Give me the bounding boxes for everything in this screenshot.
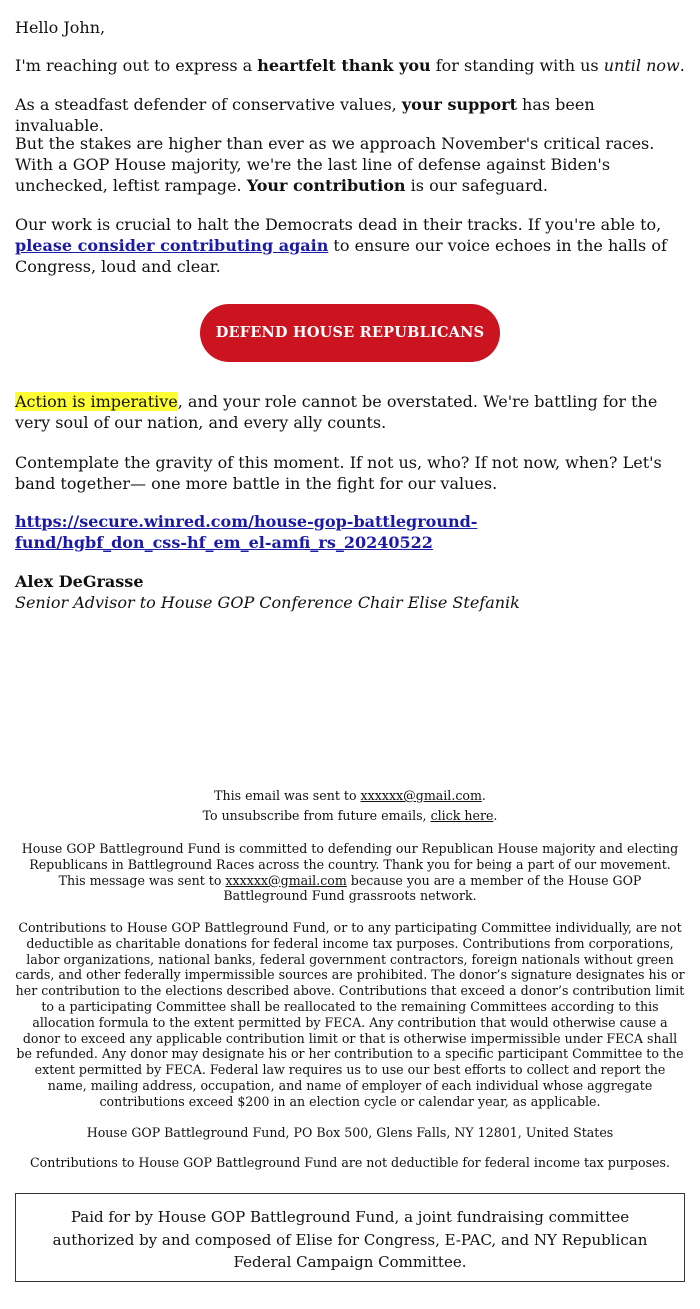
- p5-text: , and your role cannot be overstated. We're battling for the very soul of our nation, and every ally counts.: [15, 392, 658, 432]
- p2-bold: your support: [401, 95, 517, 114]
- p3-text: But the stakes are higher than ever as we approach November's critical races. With a GOP House majority, we're the last line of defense against Biden's unchecked, leftist rampage.: [15, 134, 655, 195]
- paragraph-contribute: [15, 214, 685, 277]
- paragraph-support: [15, 94, 687, 136]
- contribute-again-link[interactable]: please consider contributing again: [15, 236, 329, 255]
- p1-bold: heartfelt thank you: [257, 56, 431, 75]
- tax-notice: Contributions to House GOP Battleground Fund are not deductible for federal income tax purposes.: [30, 1155, 670, 1170]
- paragraph-gravity: Contemplate the gravity of this moment. If not us, who? If not now, when? Let's band together— one more battle in the fight for our values.: [15, 453, 662, 493]
- legal-disclaimer: Contributions to House GOP Battleground Fund, or to any participating Committee individually, are not deductible as charitable donations for federal income tax purposes. Contributions from corporations, labor organizations, national banks, federal government contractors, foreign nationals without green cards, and other federally impermissible sources are prohibited. The donor’s signature designates his or her contribution to the elections described above. Contributions that exceed a donor’s contribution limit to a participating Committee shall be reallocated to the remaining Committees according to this allocation formula to the extent permitted by FECA. Any contribution that would otherwise cause a donor to exceed any applicable contribution limit or that is otherwise impermissible under FECA shall be refunded. Any donor may designate his or her contribution to a specific participant Committee to the extent permitted by FECA. Federal law requires us to use our best efforts to collect and report the name, mailing address, occupation, and name of employer of each individual whose aggregate contributions exceed $200 in an election cycle or calendar year, as applicable.: [15, 920, 685, 1109]
- p3-bold: Your contribution: [246, 176, 406, 195]
- commitment-text: House GOP Battleground Fund is committed to defending our Republican House majority and electing Republicans in Battleground Races across the country. Thank you for being a part of our movement. This message was sent to: [21, 841, 679, 888]
- p1-text-middle: for standing with us: [430, 56, 604, 75]
- p2-text-end: has been invaluable.: [15, 95, 595, 135]
- paid-for-box: Paid for by House GOP Battleground Fund, a joint fundraising committee authorized by and composed of Elise for Congress, E-PAC, and NY Republican Federal Campaign Committee.: [15, 1193, 685, 1282]
- unsubscribe-period: .: [493, 808, 498, 823]
- paragraph-thank-you: [15, 55, 685, 76]
- p1-text-end: .: [679, 56, 685, 75]
- p1-italic: until now: [603, 56, 680, 75]
- unsubscribe-notice: [15, 808, 685, 824]
- greeting: Hello John,: [15, 18, 106, 37]
- paragraph-action: [15, 391, 685, 433]
- signature-name: Alex DeGrasse: [15, 572, 144, 591]
- p3-text-end: is our safeguard.: [405, 176, 548, 195]
- recipient-email-link[interactable]: xxxxxx@gmail.com: [360, 788, 482, 803]
- p2-text: As a steadfast defender of conservative values,: [15, 95, 402, 114]
- unsubscribe-link[interactable]: click here: [430, 808, 494, 823]
- p1-text: I'm reaching out to express a: [15, 56, 258, 75]
- donate-url-paragraph: [15, 511, 575, 553]
- signature-title: Senior Advisor to House GOP Conference Chair Elise Stefanik: [15, 593, 520, 612]
- defend-house-republicans-button[interactable]: DEFEND HOUSE REPUBLICANS: [200, 304, 500, 362]
- p4-text-end: to ensure our voice echoes in the halls of Congress, loud and clear.: [15, 236, 667, 276]
- sent-to-text: This email was sent to: [214, 788, 361, 803]
- donate-url-link[interactable]: https://secure.winred.com/house-gop-battleground-fund/hgbf_don_css-hf_em_el-amfi_rs_20240522: [15, 512, 478, 552]
- unsubscribe-text: To unsubscribe from future emails,: [202, 808, 431, 823]
- highlighted-text: Action is imperative: [15, 392, 178, 411]
- sent-to-period: .: [481, 788, 486, 803]
- sent-to-notice: [15, 788, 685, 804]
- commitment-notice: [15, 841, 685, 904]
- cta-container: [200, 304, 500, 362]
- commitment-text-end: because you are a member of the House GOP Battleground Fund grassroots network.: [223, 872, 642, 904]
- paragraph-stakes: [15, 133, 685, 196]
- commitment-email-link[interactable]: xxxxxx@gmail.com: [225, 872, 347, 888]
- mailing-address: House GOP Battleground Fund, PO Box 500, Glens Falls, NY 12801, United States: [86, 1125, 614, 1140]
- p4-text: Our work is crucial to halt the Democrats dead in their tracks. If you're able to,: [15, 215, 662, 234]
